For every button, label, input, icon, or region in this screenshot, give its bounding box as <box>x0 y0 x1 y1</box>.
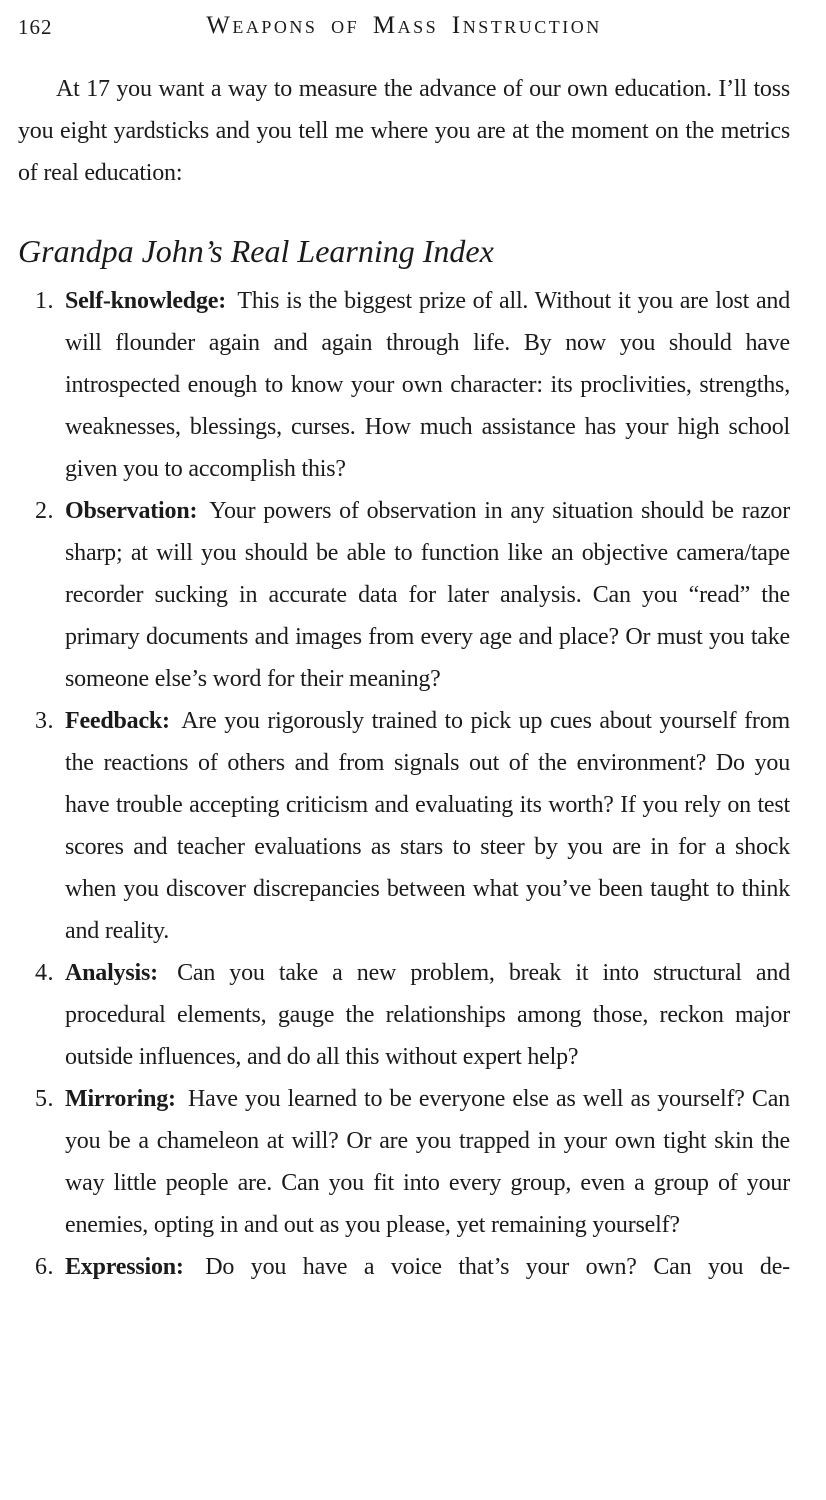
item-text: Have you learned to be everyone else as well as yourself? Can you be a chameleon at will? Or are you trapped in your own tight skin the way little people are. Can you fit into every group, even a group of your enemies, opting in and out as you please, yet remaining yourself? <box>65 1086 790 1238</box>
item-number: 5. <box>35 1086 54 1112</box>
item-text: Are you rigorously trained to pick up cues about yourself from the reactions of others and from signals out of the environment? Do you have trouble accepting criticism and evaluating its worth? If you rely on test scores and teacher evaluations as stars to steer by you are in for a shock when you discover discrepancies between what you’ve been taught to think and reality. <box>65 708 790 944</box>
list-item-mirroring <box>35 1078 790 1246</box>
item-number: 6. <box>35 1254 54 1280</box>
running-title: Weapons of Mass Instruction <box>206 12 602 39</box>
item-text: Your powers of observation in any situation should be razor sharp; at will you should be able to function like an objective camera/tape recorder sucking in accurate data for later analysis. Can you “read” the primary documents and images from every age and place? Or must you take someone else’s word for their meaning? <box>65 498 790 692</box>
item-text: This is the biggest prize of all. Without it you are lost and will flounder again and again through life. By now you should have introspected enough to know your own character: its proclivities, strengths, weaknesses, blessings, curses. How much assistance has your high school given you to accomplish this? <box>65 288 791 482</box>
section-heading: Grandpa John’s Real Learning Index <box>18 233 494 269</box>
item-number: 4. <box>35 960 54 986</box>
item-text: Do you have a voice that’s your own? Can you de- <box>205 1254 790 1280</box>
item-text: Can you take a new problem, break it into structural and procedural elements, gauge the relationships among those, reckon major outside influences, and do all this without expert help? <box>65 960 790 1070</box>
item-number: 1. <box>35 288 54 314</box>
item-term: Mirroring: <box>65 1086 176 1112</box>
page-number: 162 <box>18 15 53 39</box>
item-term: Expression: <box>65 1254 184 1280</box>
intro-paragraph: At 17 you want a way to measure the advance of our own education. I’ll toss you eight yardsticks and you tell me where you are at the moment on the metrics of real education: <box>18 76 790 186</box>
item-term: Self-knowledge: <box>65 288 226 314</box>
item-term: Feedback: <box>65 708 170 734</box>
list-item-self-knowledge <box>35 280 791 490</box>
page-header <box>18 10 790 42</box>
item-number: 2. <box>35 498 54 524</box>
item-term: Observation: <box>65 498 198 524</box>
item-term: Analysis: <box>65 960 158 986</box>
list-item-expression <box>35 1246 790 1288</box>
list-item-analysis <box>35 952 790 1078</box>
learning-index-list <box>18 280 790 1288</box>
item-number: 3. <box>35 708 54 734</box>
list-item-observation <box>35 490 790 700</box>
list-item-feedback <box>35 700 790 952</box>
